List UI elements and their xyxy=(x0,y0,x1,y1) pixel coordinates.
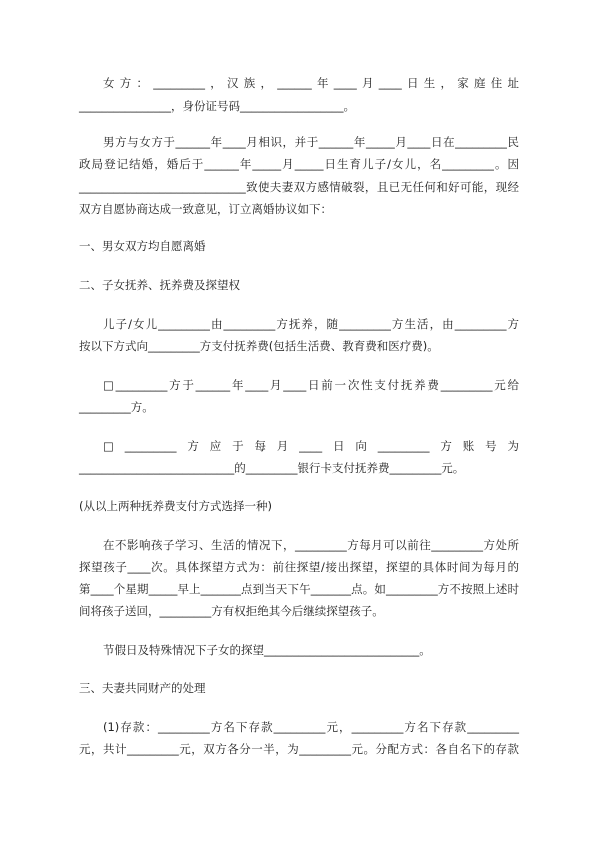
section-heading-3: 三、夫妻共同财产的处理 xyxy=(79,681,206,695)
visitation-paragraph-line: 在不影响孩子学习、生活的情况下，_________方每月可以前往_________方处所 xyxy=(103,538,519,552)
marriage-paragraph-line: 男方与女方于______年____月相识，并于______年_____月____日在_________民 xyxy=(103,135,519,149)
section-heading-1: 一、男女双方均自愿离婚 xyxy=(79,239,206,253)
wife-info-line: 女方：_________，汉族，______年____月____日生，家庭住址 xyxy=(103,76,519,90)
marriage-paragraph-line: _____________________________致使夫妻双方感情破裂，且已无任何和好可能，现经 xyxy=(79,180,519,194)
visitation-paragraph-line: 第____个星期_____早上_______点到当天下午_______点。如_________方不按照上述时 xyxy=(79,582,519,596)
section-heading-2: 二、子女抚养、抚养费及探望权 xyxy=(79,278,240,292)
option-lump-sum-line: □_________方于______年____月____日前一次性支付抚养费_________元给 xyxy=(103,378,519,392)
visitation-paragraph-line: 探望孩子____次。具体探望方式为：前往探望/接出探望，探望的具体时间为每月的 xyxy=(79,560,519,574)
payment-choice-note: (从以上两种抚养费支付方式选择一种) xyxy=(79,499,272,513)
savings-paragraph-line: (1)存款：_________方名下存款_________元，_________方名下存款_________ xyxy=(103,720,519,734)
marriage-paragraph-line: 政局登记结婚，婚后于______年_____月_____日生育儿子/女儿，名_________。因 xyxy=(79,157,519,171)
holiday-visitation-line: 节假日及特殊情况下子女的探望___________________________。 xyxy=(103,643,431,657)
visitation-paragraph-line: 间将孩子送回，_________方有权拒绝其今后继续探望孩子。 xyxy=(79,604,384,618)
savings-paragraph-line: 元，共计_________元，双方各分一半，为_________元。分配方式：各自名下的存款 xyxy=(79,742,519,756)
option-monthly-line: □_________方应于每月____日向_________方账号为 xyxy=(103,439,519,453)
option-lump-sum-line: _________方。 xyxy=(79,400,154,414)
marriage-paragraph-line: 双方自愿协商达成一致意见，订立离婚协议如下： xyxy=(79,202,332,216)
option-monthly-line: ___________________________的_________银行卡支付抚养费_________元。 xyxy=(79,461,465,475)
custody-paragraph-line: 按以下方式向_________方支付抚养费(包括生活费、教育费和医疗费)。 xyxy=(79,339,439,353)
wife-id-line: ________________，身份证号码__________________。 xyxy=(79,99,355,113)
custody-paragraph-line: 儿子/女儿_________由_________方抚养，随_________方生活，由_________方 xyxy=(103,317,519,331)
